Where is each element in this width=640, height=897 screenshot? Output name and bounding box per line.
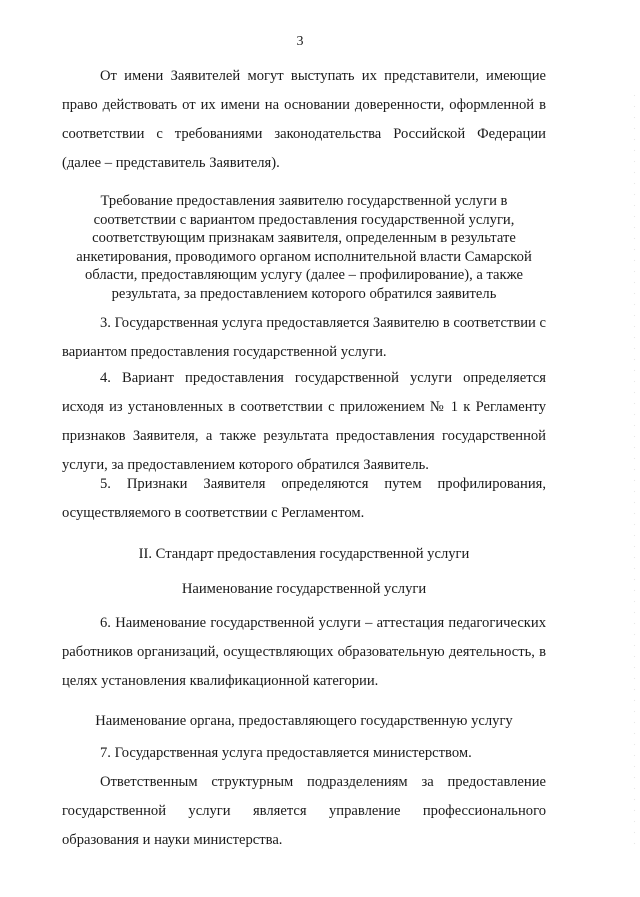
heading-organ-name: Наименование органа, предоставляющего государственную услугу: [95, 713, 513, 729]
paragraph-representatives: От имени Заявителей могут выступать их представители, имеющие право действовать от их имени на основании доверенности, оформленной в соответствии с требованиями законодательства Российской Федерации (далее – представитель Заявителя).: [62, 68, 546, 171]
heading-requirement: Требование предоставления заявителю государственной услуги в соответствии с вариантом предоставления государственной услуги, соответствующим признакам заявителя, определенным в результате анкетирования, проводимого органом исполнительной власти Самарской области, предоставляющим услугу (далее – профилирование), а также результата, за предоставлением которого обратился заявитель: [76, 193, 532, 302]
scan-edge-speckle: [632, 90, 638, 850]
heading-service-name: Наименование государственной услуги: [181, 581, 427, 597]
paragraph-7: 7. Государственная услуга предоставляется министерством.: [100, 745, 472, 761]
heading-section-2: II. Стандарт предоставления государственной услуги: [138, 546, 470, 562]
paragraph-6: 6. Наименование государственной услуги – аттестация педагогических работников организаций, осуществляющих образовательную деятельность, в целях установления квалификационной категории.: [62, 615, 546, 689]
paragraph-5: 5. Признаки Заявителя определяются путем профилирования, осуществляемого в соответствии с Регламентом.: [62, 476, 546, 521]
paragraph-responsible-unit: Ответственным структурным подразделениям за предоставление государственной услуги является управление профессионального образования и науки министерства.: [62, 774, 546, 848]
page-number: 3: [296, 34, 304, 49]
paragraph-3: 3. Государственная услуга предоставляется Заявителю в соответствии с вариантом предоставления государственной услуги.: [62, 315, 546, 360]
paragraph-4: 4. Вариант предоставления государственной услуги определяется исходя из установленных в соответствии с приложением № 1 к Регламенту признаков Заявителя, а также результата предоставления государственной услуги, за предоставлением которого обратился Заявитель.: [62, 370, 546, 473]
